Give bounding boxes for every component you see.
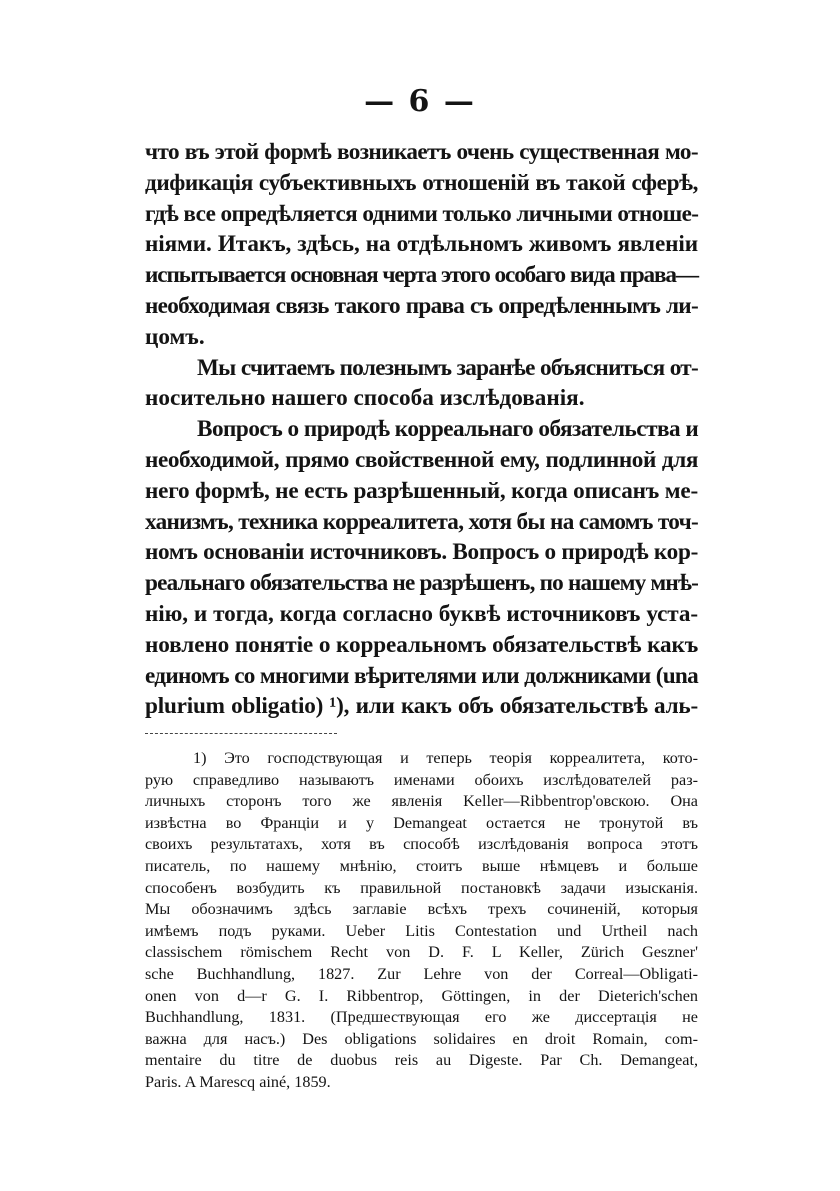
body-line: гдѣ все опредѣляется одними только личными отноше- [145, 200, 699, 227]
body-line: необходимой, прямо свойственной ему, подлинной для [145, 446, 698, 473]
footnote-line: sche Buchhandlung, 1827. Zur Lehre von der Correal—Obligati- [145, 964, 698, 983]
footnote-line: извѣстна во Франціи и у Demangeat остается не тронутой въ [145, 813, 698, 832]
footnote-line: Buchhandlung, 1831. (Предшествующая его же диссертація не [145, 1008, 698, 1027]
body-line: plurium obligatio) ¹), или какъ объ обязательствѣ аль- [145, 693, 698, 720]
body-line: реальнаго обязательства не разрѣшенъ, по нашему мнѣ- [145, 570, 698, 597]
footnote-line: Paris. A Marescq ainé, 1859. [145, 1072, 331, 1091]
footnote-line: важна для насъ.) Des obligations solidaires en droit Romain, com- [145, 1029, 698, 1048]
body-line: дификація субъективныхъ отношеній въ такой сферѣ, [145, 169, 698, 196]
paragraph-start-line: Мы считаемъ полезнымъ заранѣе объясниться от- [197, 354, 698, 381]
footnote-line: Мы обозначимъ здѣсь заглавіе всѣхъ трехъ сочиненій, которыя [145, 900, 698, 919]
body-line: ханизмъ, техника корреалитета, хотя бы на самомъ точ- [145, 508, 698, 535]
body-line: ніями. Итакъ, здѣсь, на отдѣльномъ живомъ явленіи [145, 231, 698, 258]
footnote-line: onen von d—r G. I. Ribbentrop, Göttingen, in der Dieterich'schen [145, 986, 698, 1005]
body-line: носительно нашего способа изслѣдованія. [145, 385, 585, 412]
body-line: новлено понятіе о корреальномъ обязательствѣ какъ [145, 631, 699, 658]
footnote-line: способенъ возбудить къ правильной постановкѣ задачи изысканія. [145, 878, 698, 897]
page-number: — 6 — [364, 84, 476, 119]
body-line: нію, и тогда, когда согласно буквѣ источниковъ уста- [145, 600, 698, 627]
footnote-line: mentaire du titre de duobus reis au Digeste. Par Ch. Demangeat, [145, 1051, 698, 1070]
footnote-line: имѣемъ подъ руками. Ueber Litis Contestation und Urtheil nach [145, 921, 698, 940]
footnote-line: личныхъ сторонъ того же явленія Keller—Ribbentrop'овскою. Она [145, 792, 698, 811]
paragraph-start-line: Вопросъ о природѣ корреальнаго обязательства и [197, 416, 699, 443]
footnote-line: 1) Это господствующая и теперь теорія корреалитета, кото- [193, 749, 698, 767]
footnote-line: своихъ результатахъ, хотя въ способѣ изслѣдованія вопроса этотъ [145, 835, 698, 854]
body-text [145, 137, 698, 722]
footnote-separator [145, 733, 337, 734]
footnote-line: писатель, по нашему мнѣнію, стоитъ выше нѣмцевъ и больше [145, 856, 698, 875]
footnote-line: classischem römischem Recht von D. F. L Keller, Zürich Geszner' [145, 943, 698, 962]
body-line: номъ основаніи источниковъ. Вопросъ о природѣ кор- [145, 539, 698, 566]
body-line: него формѣ, не есть разрѣшенный, когда описанъ ме- [145, 477, 698, 504]
footnote [145, 748, 698, 1094]
body-line: цомъ. [145, 323, 205, 350]
body-line: необходимая связь такого права съ опредѣленнымъ ли- [145, 292, 698, 319]
body-line: испытывается основная черта этого особаго вида права— [145, 262, 698, 289]
body-line: что въ этой формѣ возникаетъ очень существенная мо- [145, 139, 698, 165]
footnote-line: рую справедливо называютъ именами обоихъ изслѣдователей раз- [145, 770, 698, 789]
body-line: единомъ со многими вѣрителями или должниками (una [145, 662, 698, 689]
